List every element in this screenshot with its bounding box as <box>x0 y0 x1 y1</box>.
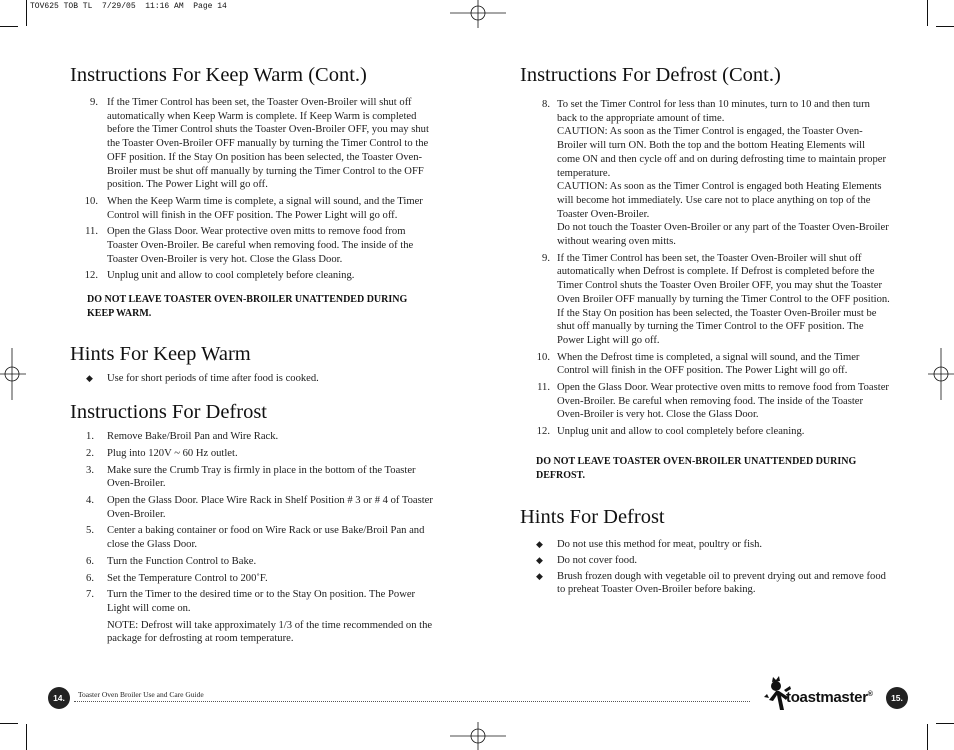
diamond-bullet-icon: ◆ <box>86 372 93 383</box>
left-column <box>70 62 438 646</box>
item-number: 10. <box>536 351 550 363</box>
item-text: Do not cover food. <box>557 554 638 566</box>
defrost-note <box>70 619 438 646</box>
keep-warm-steps <box>70 96 438 283</box>
item-number: 2. <box>86 447 94 459</box>
defrost-cont-heading: Instructions For Defrost (Cont.) <box>520 64 781 86</box>
item-number: 10. <box>84 195 98 207</box>
keep-warm-warning: DO NOT LEAVE TOASTER OVEN-BROILER UNATTENDED DURING KEEP WARM. <box>87 294 408 319</box>
list-item <box>520 351 890 378</box>
footer-rule <box>74 701 750 702</box>
item-text: Make sure the Crumb Tray is firmly in place in the bottom of the Toaster Oven-Broiler. <box>107 464 416 490</box>
list-item <box>70 447 438 461</box>
hints-keep-warm-heading: Hints For Keep Warm <box>70 342 251 365</box>
trademark-mark: ® <box>867 691 873 698</box>
print-slug: TOV625 TOB TL 7/29/05 11:16 AM Page 14 <box>30 2 227 11</box>
item-text: Brush frozen dough with vegetable oil to prevent drying out and remove food to preheat Toaster Oven-Broiler before baking. <box>557 570 886 596</box>
caution-text: Do not touch the Toaster Oven-Broiler or any part of the Toaster Oven-Broiler without wearing oven mitts. <box>557 222 889 248</box>
hints-keep-warm-list <box>70 372 438 386</box>
list-item <box>70 464 438 491</box>
left-page-number: 14. <box>48 687 70 709</box>
item-text: If the Timer Control has been set, the Toaster Oven-Broiler will shut off automatically when Keep Warm is complete. If Keep Warm is completed before the Timer Control shuts the Toaster Oven-Broiler OFF, you may shut the Toaster Oven-Broiler OFF manually by turning the Timer Control to the OFF position. If the Stay On position has been selected, the Toaster Oven-Broiler must be shut off manually by turning the Timer Control to the OFF position. The Power Light will go off. <box>107 97 429 191</box>
item-text: Remove Bake/Broil Pan and Wire Rack. <box>107 431 279 443</box>
registration-mark-right <box>928 348 954 400</box>
item-text: Unplug unit and allow to cool completely before cleaning. <box>557 426 805 438</box>
item-text: Unplug unit and allow to cool completely before cleaning. <box>107 270 355 282</box>
item-text: Do not use this method for meat, poultry or fish. <box>557 539 763 551</box>
list-item <box>520 252 890 348</box>
toastmaster-logo-text <box>786 689 873 706</box>
list-item <box>520 570 890 597</box>
defrost-warning: DO NOT LEAVE TOASTER OVEN-BROILER UNATTENDED DURING DEFROST. <box>536 455 857 481</box>
list-item <box>70 588 438 615</box>
item-text: Open the Glass Door. Wear protective oven mitts to remove food from Toaster Oven-Broiler. Be careful when removing food. The inside of the Toaster Oven-Broiler is very hot. Close the Glass Door. <box>557 382 889 421</box>
defrost-steps <box>70 430 438 646</box>
list-item <box>70 195 438 222</box>
item-text: Use for short periods of time after food is cooked. <box>107 372 319 384</box>
item-number: 11. <box>537 382 550 394</box>
diamond-bullet-icon: ◆ <box>536 554 543 565</box>
list-item <box>70 572 438 586</box>
registration-mark-left <box>0 348 26 400</box>
item-text: Set the Temperature Control to 200˚F. <box>107 572 268 584</box>
item-number: 5. <box>86 525 94 537</box>
registration-mark-top <box>450 0 506 30</box>
diamond-bullet-icon: ◆ <box>536 539 543 550</box>
item-number: 11. <box>85 226 98 238</box>
list-item <box>70 225 438 266</box>
hints-defrost-heading: Hints For Defrost <box>520 506 665 529</box>
list-item <box>70 430 438 444</box>
item-text: Plug into 120V ~ 60 Hz outlet. <box>107 447 238 459</box>
caution-text: CAUTION: As soon as the Timer Control is engaged both Heating Elements will become hot immediately. Use care not to place anything on top of the Toaster Oven-Broiler. <box>557 181 882 220</box>
caution-text: CAUTION: As soon as the Timer Control is engaged, the Toaster Oven-Broiler will turn ON. Both the top and the bottom Heating Elements will come ON and then cycle off and on during defrosting time to maintain proper temperature. <box>557 126 887 179</box>
item-number: 12. <box>536 426 550 438</box>
keep-warm-cont-heading: Instructions For Keep Warm (Cont.) <box>70 64 367 86</box>
list-item <box>70 96 438 192</box>
diamond-bullet-icon: ◆ <box>536 570 543 581</box>
item-number: 4. <box>86 495 94 507</box>
right-page-number: 15. <box>886 687 908 709</box>
item-number: 9. <box>542 252 550 264</box>
item-text: If the Timer Control has been set, the Toaster Oven-Broiler will shut off automatically when Defrost is complete. If Defrost is completed before the Timer Control shuts the Toaster Oven Broiler OFF, you may shut the Toaster Oven Broiler OFF manually by turning the Timer Control to the OFF position. If the Stay On position has been selected, the Toaster Oven-Broiler must be shut off manually by turning the Timer Control to the OFF position. The Power Light will go off. <box>557 252 890 346</box>
list-item <box>70 524 438 551</box>
list-item <box>520 538 890 552</box>
item-number: 3. <box>86 464 94 476</box>
item-number: 8. <box>542 99 550 110</box>
right-column <box>520 62 890 597</box>
guide-title: Toaster Oven Broiler Use and Care Guide <box>78 690 204 699</box>
item-number: 7. <box>86 589 94 601</box>
item-number: 1. <box>86 431 94 443</box>
list-item <box>70 269 438 283</box>
list-item <box>520 425 890 439</box>
item-text: Open the Glass Door. Wear protective oven mitts to remove food from Toaster Oven-Broiler. Be careful when removing food. The inside of the Toaster Oven-Broiler is very hot. Close the Glass Door. <box>107 226 414 265</box>
item-text: Open the Glass Door. Place Wire Rack in Shelf Position # 3 or # 4 of Toaster Oven-Broiler. <box>107 495 433 520</box>
hints-defrost-list <box>520 538 890 597</box>
item-number: 9. <box>90 97 98 108</box>
item-number: 6. <box>86 555 94 567</box>
item-text: Turn the Timer to the desired time or to the Stay On position. The Power Light will come on. <box>107 589 416 614</box>
item-number: 12. <box>84 270 98 282</box>
list-item <box>520 554 890 568</box>
item-number: 6. <box>86 572 94 584</box>
item-text: When the Keep Warm time is complete, a signal will sound, and the Timer Control will finish in the OFF position. The Power Light will go off. <box>107 195 423 221</box>
item-text: To set the Timer Control for less than 10 minutes, turn to 10 and then turn back to the appropriate amount of time. <box>557 99 870 124</box>
item-text: When the Defrost time is completed, a signal will sound, and the Timer Control will finish in the OFF position. The Power Light will go off. <box>557 351 860 377</box>
list-item <box>70 555 438 569</box>
list-item <box>520 98 890 249</box>
brand-name: toastmaster <box>786 689 868 706</box>
list-item <box>520 381 890 422</box>
item-text: Turn the Function Control to Bake. <box>107 555 257 567</box>
note-text: NOTE: Defrost will take approximately 1/3 of the time recommended on the package for defrosting at room temperature. <box>107 619 433 645</box>
defrost-heading: Instructions For Defrost <box>70 401 268 424</box>
defrost-cont-steps <box>520 98 890 439</box>
list-item <box>70 494 438 521</box>
list-item <box>70 372 438 386</box>
registration-mark-bottom <box>450 722 506 750</box>
item-text: Center a baking container or food on Wire Rack or use Bake/Broil Pan and close the Glass Door. <box>107 525 425 551</box>
